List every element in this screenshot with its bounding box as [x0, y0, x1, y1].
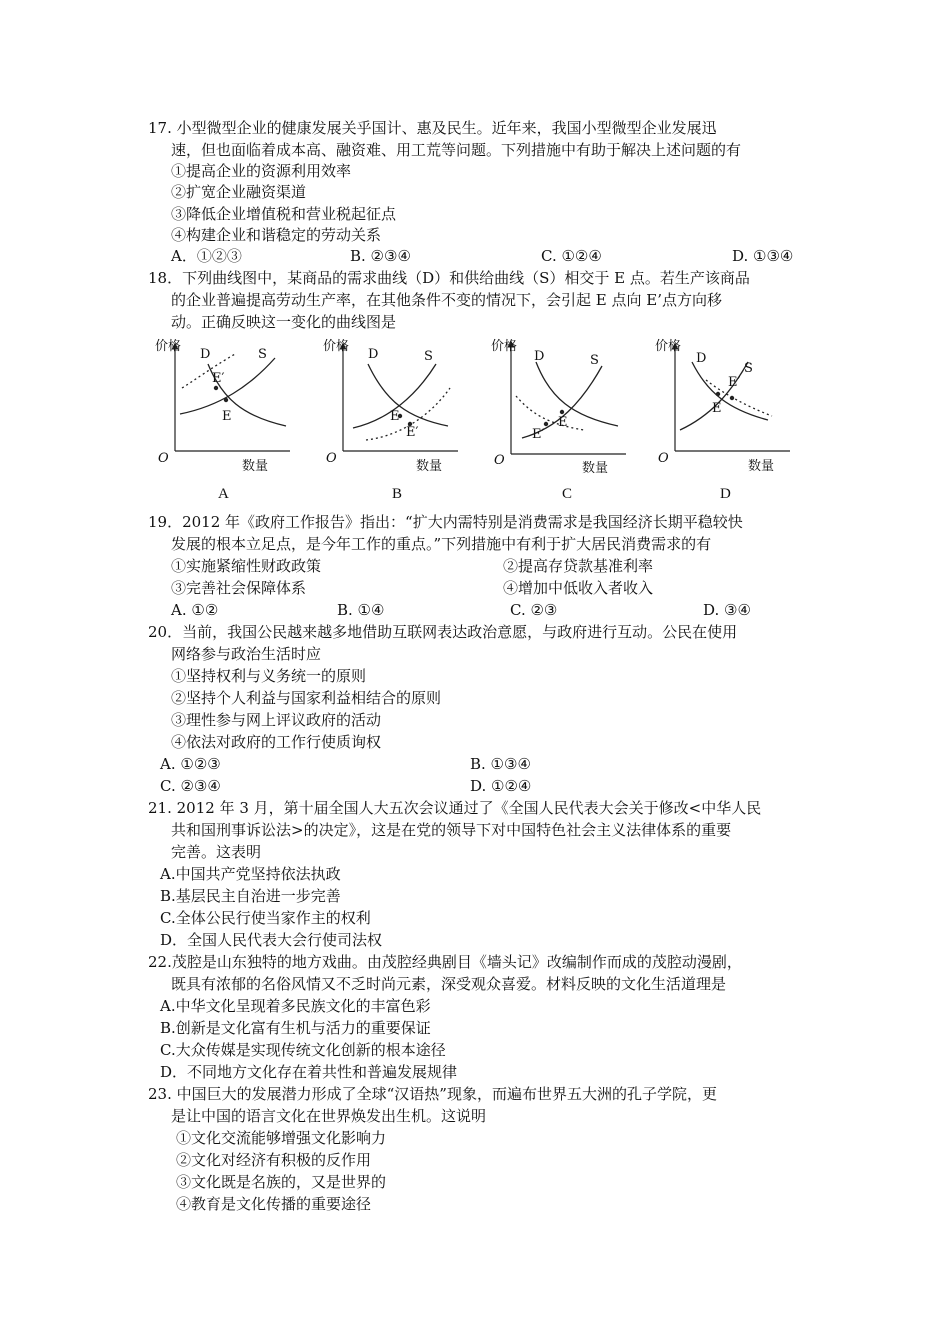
q20-item: ④依法对政府的工作行使质询权 [171, 733, 382, 751]
origin-label: O [158, 451, 169, 466]
q19-item: ③完善社会保障体系 [171, 579, 307, 597]
supply-label: S [258, 347, 267, 362]
origin-label: O [326, 451, 337, 466]
graph-d-figure [650, 336, 800, 506]
new-point-label: E′ [728, 375, 741, 390]
q21-option-c: C.全体公民行使当家作主的权利 [160, 909, 371, 927]
q20-option-c: C. ②③④ [160, 777, 221, 795]
quantity-label: 数量 [582, 461, 609, 476]
q17-line: 速，但也面临着成本高、融资难、用工荒等问题。下列措施中有助于解决上述问题的有 [171, 141, 742, 159]
q17-item: ②扩宽企业融资渠道 [171, 183, 307, 201]
supply-label: S [590, 353, 599, 368]
q19-option-a: A. ①② [171, 601, 219, 619]
q22-line: 22.茂腔是山东独特的地方戏曲。由茂腔经典剧目《墙头记》改编制作而成的茂腔动漫剧， [148, 953, 742, 971]
point-label: E [712, 401, 722, 416]
supply-label: S [424, 349, 433, 364]
q17-item: ④构建企业和谐稳定的劳动关系 [171, 226, 382, 244]
q20-item: ③理性参与网上评议政府的活动 [171, 711, 382, 729]
graph-a [150, 336, 300, 506]
q23-item: ①文化交流能够增强文化影响力 [176, 1129, 387, 1147]
demand-label: D [534, 349, 545, 364]
demand-label: D [696, 351, 707, 366]
q21-option-b: B.基层民主自治进一步完善 [160, 887, 341, 905]
point-label: E [222, 409, 232, 424]
q17-option-c: C. ①②④ [541, 247, 602, 265]
demand-label: D [200, 347, 211, 362]
q23-item: ④教育是文化传播的重要途径 [176, 1195, 372, 1213]
q17-option-d: D. ①③④ [732, 247, 794, 265]
new-point-label: E′ [212, 371, 225, 386]
q20-option-a: A. ①②③ [160, 755, 221, 773]
point-label: E [558, 415, 568, 430]
q20-option-d: D. ①②④ [470, 777, 532, 795]
graph-caption: D [720, 486, 731, 502]
q21-line: 共和国刑事诉讼法>的决定》，这是在党的领导下对中国特色社会主义法律体系的重要 [171, 821, 732, 839]
q17-option-a: A．①②③ [171, 247, 242, 265]
new-point-label: E′ [532, 427, 545, 442]
q20-line: 20．当前，我国公民越来越多地借助互联网表达政治意愿，与政府进行互动。公民在使用 [148, 623, 738, 641]
q22-line: 既具有浓郁的名俗风情又不乏时尚元素，深受观众喜爱。材料反映的文化生活道理是 [171, 975, 727, 993]
graph-c [486, 336, 636, 506]
q22-option-a: A.中华文化呈现着多民族文化的丰富色彩 [160, 997, 431, 1015]
q21-line: 21. 2012 年 3 月，第十届全国人大五次会议通过了《全国人民代表大会关于修改<中华人民 [148, 799, 762, 817]
q23-line: 23. 中国巨大的发展潜力形成了全球“汉语热”现象，而遍布世界五大洲的孔子学院，更 [148, 1085, 717, 1103]
q19-option-d: D. ③④ [703, 601, 751, 619]
quantity-label: 数量 [748, 459, 775, 474]
q19-item: ①实施紧缩性财政政策 [171, 557, 322, 575]
origin-label: O [494, 453, 505, 468]
q19-line: 19．2012 年《政府工作报告》指出：“扩大内需特别是消费需求是我国经济长期平稳较快 [148, 513, 743, 531]
q17-item: ①提高企业的资源利用效率 [171, 162, 352, 180]
q19-item: ④增加中低收入者收入 [503, 579, 654, 597]
graph-d [650, 336, 800, 506]
graph-caption: A [218, 486, 229, 502]
graph-caption: C [562, 486, 573, 502]
q22-option-c: C.大众传媒是实现传统文化创新的根本途径 [160, 1041, 446, 1059]
q20-item: ①坚持权利与义务统一的原则 [171, 667, 367, 685]
supply-label: S [744, 361, 753, 376]
q17-item: ③降低企业增值税和营业税起征点 [171, 205, 397, 223]
graph-caption: B [392, 486, 403, 502]
q21-option-d: D．全国人民代表大会行使司法权 [160, 931, 383, 949]
point-label: E [390, 409, 400, 424]
q19-option-b: B. ①④ [337, 601, 385, 619]
q19-line: 发展的根本立足点，是今年工作的重点。”下列措施中有利于扩大居民消费需求的有 [171, 535, 712, 553]
demand-label: D [368, 347, 379, 362]
q23-item: ②文化对经济有积极的反作用 [176, 1151, 372, 1169]
q18-line: 18．下列曲线图中，某商品的需求曲线（D）和供给曲线（S）相交于 E 点。若生产该商品 [148, 269, 750, 287]
q18-line: 动。正确反映这一变化的曲线图是 [171, 313, 397, 331]
q20-item: ②坚持个人利益与国家利益相结合的原则 [171, 689, 442, 707]
new-point-label: E′ [406, 425, 419, 440]
price-label: 价格 [655, 339, 682, 354]
q17-option-b: B. ②③④ [350, 247, 411, 265]
q17-line: 17. 小型微型企业的健康发展关乎国计、惠及民生。近年来，我国小型微型企业发展迅 [148, 119, 717, 137]
quantity-label: 数量 [416, 459, 443, 474]
q22-option-b: B.创新是文化富有生机与活力的重要保证 [160, 1019, 431, 1037]
price-label: 价格 [491, 339, 518, 354]
price-label: 价格 [155, 339, 182, 354]
q19-option-c: C. ②③ [510, 601, 558, 619]
q23-line: 是让中国的语言文化在世界焕发出生机。这说明 [171, 1107, 487, 1125]
q22-option-d: D．不同地方文化存在着共性和普遍发展规律 [160, 1063, 458, 1081]
q20-line: 网络参与政治生活时应 [171, 645, 322, 663]
q21-line: 完善。这表明 [171, 843, 262, 861]
q18-line: 的企业普遍提高劳动生产率，在其他条件不变的情况下，会引起 E 点向 E’点方向移 [171, 291, 722, 309]
quantity-label: 数量 [242, 459, 269, 474]
origin-label: O [658, 451, 669, 466]
price-label: 价格 [323, 339, 350, 354]
q19-item: ②提高存贷款基准利率 [503, 557, 654, 575]
q21-option-a: A.中国共产党坚持依法执政 [160, 865, 341, 883]
q23-item: ③文化既是名族的，又是世界的 [176, 1173, 387, 1191]
graph-b [318, 336, 468, 506]
q20-option-b: B. ①③④ [470, 755, 531, 773]
